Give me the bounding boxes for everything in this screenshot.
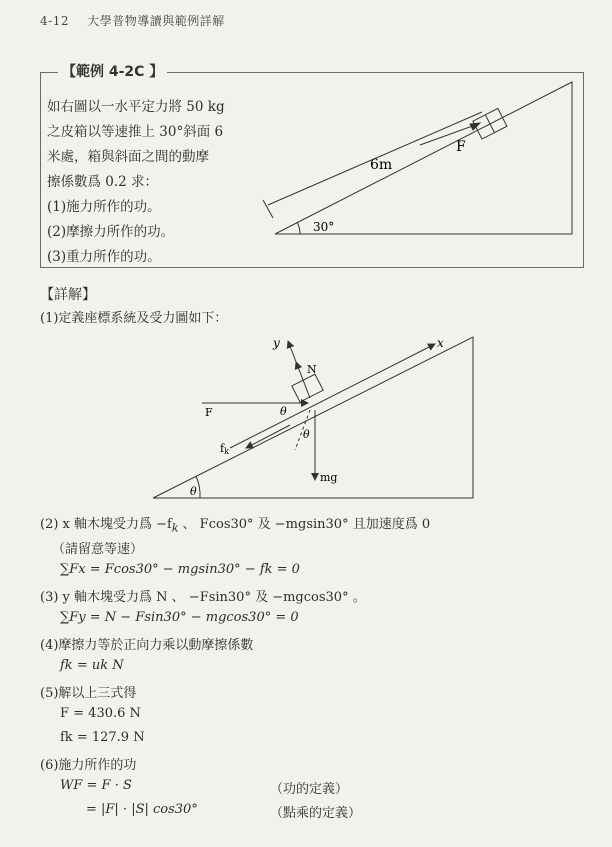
step-4-line-1: (4)摩擦力等於正向力乘以動摩擦係數 [40, 638, 254, 653]
friction-label: fk [220, 442, 229, 456]
step-4-equation: fk = uk N [60, 658, 124, 673]
problem-line: (1)施力所作的功。 [47, 199, 161, 215]
result-force: F = 430.6 N [60, 706, 141, 721]
theta-label: θ [190, 485, 197, 498]
y-label: y [273, 336, 280, 350]
step-6-line-1: (6)施力所作的功 [40, 758, 137, 773]
problem-line: 如右圖以一水平定力將 50 kg [47, 99, 225, 115]
step-2-line-1: (2) x 軸木塊受力爲 $-f_k$ 、 Fcos30° 及 −mgsin30° 且加速度爲 0 [40, 517, 431, 535]
book-title: 大學普物導讀與範例詳解 [87, 14, 225, 28]
example-title: 【範例 4-2C 】 [58, 61, 167, 81]
step-2-line-2: （請留意等速） [52, 542, 144, 557]
gravity-label: mg [320, 471, 338, 484]
normal-label: N [307, 363, 317, 376]
x-axis-arrow [230, 344, 435, 448]
problem-line: (3)重力所作的功。 [47, 249, 161, 265]
step-2-equation: ∑Fx = Fcos30° − mgsin30° − fk = 0 [60, 562, 300, 577]
page-number: 4-12 [40, 14, 69, 28]
problem-line: 擦係數爲 0.2 求： [47, 174, 159, 190]
x-label: x [437, 336, 444, 350]
dot-product-note: （點乘的定義） [270, 806, 362, 821]
dot-product-equation: = |F| · |S| cos30° [86, 802, 198, 817]
problem-line: (2)摩擦力所作的功。 [47, 224, 175, 240]
result-friction: fk = 127.9 N [60, 730, 145, 745]
solution-title: 【詳解】 [40, 287, 96, 303]
theta-label: θ [303, 428, 310, 441]
problem-line: 之皮箱以等速推上 30°斜面 6 [47, 124, 224, 140]
fbd-box [292, 374, 323, 402]
problem-line: 米處，箱與斜面之間的動摩 [47, 149, 209, 165]
force-vector-label: F [205, 406, 213, 419]
force-label: F [456, 139, 466, 155]
step-3-equation: ∑Fy = N − Fsin30° − mgcos30° = 0 [60, 610, 299, 625]
step-1: (1)定義座標系統及受力圖如下： [40, 311, 228, 326]
distance-label: 6m [370, 157, 393, 173]
theta-label: θ [280, 405, 287, 418]
step-5-line-1: (5)解以上三式得 [40, 686, 137, 701]
angle-label: 30° [313, 220, 335, 234]
work-equation: WF = F · S [60, 778, 132, 793]
work-note: （功的定義） [270, 782, 349, 797]
step-3-line-1: (3) y 軸木塊受力爲 N 、 −Fsin30° 及 −mgcos30° 。 [40, 590, 366, 605]
fbd-incline [153, 337, 473, 498]
